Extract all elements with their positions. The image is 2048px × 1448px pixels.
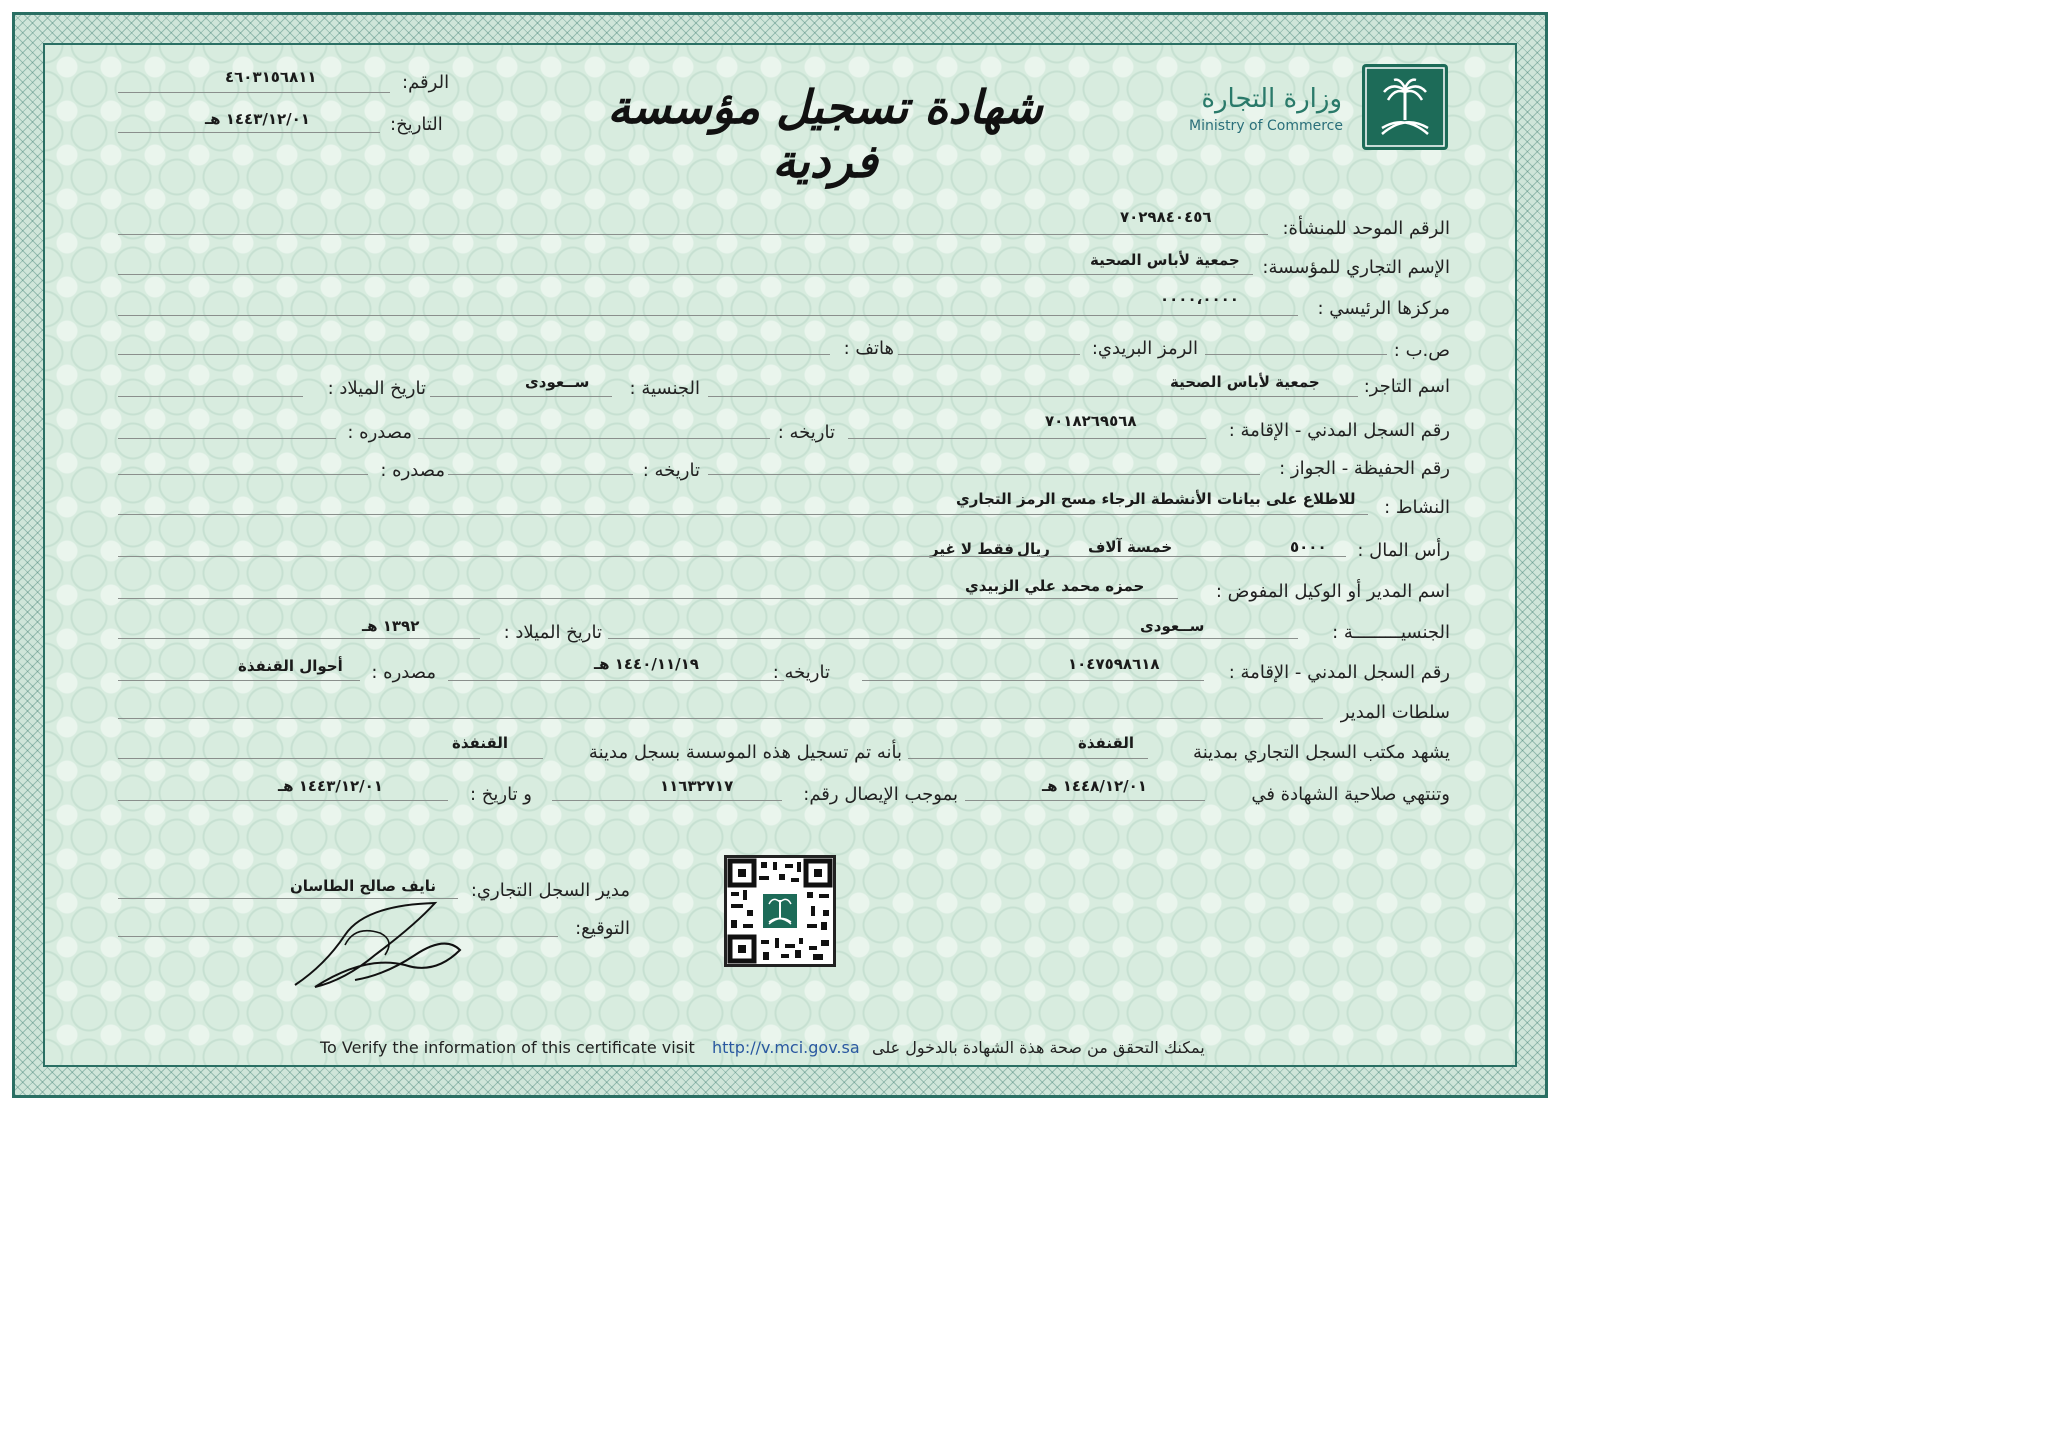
trade-name-label: الإسم التجاري للمؤسسة:	[1262, 257, 1450, 278]
registrar-label: مدير السجل التجاري:	[470, 880, 630, 901]
certify-city: القنفذة	[1078, 734, 1135, 752]
footer-verify-link[interactable]: http://v.mci.gov.sa	[712, 1038, 860, 1057]
receipt-value: ١١٦٣٢٧١٧	[660, 777, 734, 795]
manager-name-value: حمزه محمد علي الزبيدي	[965, 577, 1145, 595]
capital-value: ٥٠٠٠	[1290, 538, 1327, 556]
merchant-name-label: اسم التاجر:	[1363, 376, 1450, 397]
manager-id-source-value: أحوال القنفذة	[238, 657, 343, 675]
po-box-label: ص.ب :	[1393, 340, 1450, 361]
handwritten-signature-icon	[285, 895, 475, 995]
manager-id-date-label: تاريخه :	[772, 662, 830, 683]
manager-id-date-value: ١٤٤٠/١١/١٩ هـ	[594, 655, 699, 673]
manager-civil-id-value: ١٠٤٧٥٩٨٦١٨	[1068, 655, 1160, 673]
passport-source-label: مصدره :	[380, 460, 445, 481]
manager-birth-label: تاريخ الميلاد :	[503, 622, 602, 643]
capital-currency: ريال	[1017, 540, 1050, 558]
capital-words: خمسة آلاف	[1088, 538, 1173, 556]
certificate-date-value: ١٤٤٣/١٢/٠١ هـ	[205, 110, 310, 128]
qr-code-icon	[724, 855, 836, 967]
postal-code-label: الرمز البريدي:	[1091, 338, 1198, 359]
trade-name-value: جمعية لأباس الصحية	[1090, 251, 1240, 269]
unified-number-label: الرقم الموحد للمنشأة:	[1282, 218, 1450, 239]
headquarters-value: ٠٠٠٠،٠٠٠٠	[1160, 290, 1239, 308]
manager-civil-id-label: رقم السجل المدني - الإقامة :	[1228, 662, 1450, 683]
certificate-title: شهادة تسجيل مؤسسة فردية	[607, 80, 1043, 188]
expiry-label: وتنتهي صلاحية الشهادة في	[1251, 784, 1450, 805]
expiry-value: ١٤٤٨/١٢/٠١ هـ	[1042, 777, 1147, 795]
merchant-nationality-label: الجنسية :	[629, 378, 700, 399]
civil-id-date-label: تاريخه :	[777, 422, 835, 443]
certificate-number-label: الرقم:	[402, 72, 450, 93]
footer-verify-arabic: يمكنك التحقق من صحة هذة الشهادة بالدخول على	[872, 1038, 1205, 1057]
civil-id-source-label: مصدره :	[347, 422, 412, 443]
manager-nationality-value: ســعودى	[1140, 617, 1205, 635]
certificate-date-label: التاريخ:	[390, 114, 443, 135]
manager-nationality-label: الجنسيـــــــــة :	[1332, 622, 1450, 643]
registrar-value: نايف صالح الطاسان	[290, 877, 436, 895]
certificate-number-value: ٤٦٠٣١٥٦٨١١	[225, 68, 317, 86]
ministry-name-english: Ministry of Commerce	[1189, 118, 1343, 134]
civil-id-label: رقم السجل المدني - الإقامة :	[1228, 420, 1450, 441]
civil-id-value: ٧٠١٨٢٦٩٥٦٨	[1045, 412, 1137, 430]
certify-mid-text: بأنه تم تسجيل هذه الموسسة بسجل مدينة	[588, 742, 902, 763]
certify-city-2: القنفذة	[452, 734, 509, 752]
signature-label: التوقيع:	[575, 918, 630, 939]
ministry-name-arabic: وزارة التجارة	[1201, 84, 1342, 114]
manager-birth-value: ١٣٩٢ هـ	[362, 617, 420, 635]
certify-label: يشهد مكتب السجل التجاري بمدينة	[1193, 742, 1450, 763]
manager-powers-label: سلطات المدير	[1340, 702, 1450, 723]
activity-label: النشاط :	[1384, 497, 1450, 518]
passport-date-label: تاريخه :	[642, 460, 700, 481]
receipt-date-label: و تاريخ :	[469, 784, 532, 805]
palm-swords-emblem-icon	[1362, 64, 1448, 150]
merchant-name-value: جمعية لأباس الصحية	[1170, 373, 1320, 391]
merchant-birth-date-label: تاريخ الميلاد :	[327, 378, 426, 399]
capital-label: رأس المال :	[1357, 540, 1450, 561]
capital-only: فقط لا غير	[930, 540, 1014, 558]
receipt-label: بموجب الإيصال رقم:	[803, 784, 958, 805]
passport-label: رقم الحفيظة - الجواز :	[1279, 458, 1450, 479]
headquarters-label: مركزها الرئيسي :	[1317, 298, 1450, 319]
manager-name-label: اسم المدير أو الوكيل المفوض :	[1215, 581, 1450, 602]
phone-label: هاتف :	[843, 338, 894, 359]
unified-number-value: ٧٠٢٩٨٤٠٤٥٦	[1120, 208, 1212, 226]
manager-id-source-label: مصدره :	[371, 662, 436, 683]
activity-value: للاطلاع على بيانات الأنشطة الرجاء مسح الرمز التجاري	[956, 490, 1356, 508]
receipt-date-value: ١٤٤٣/١٢/٠١ هـ	[278, 777, 383, 795]
footer-verify-english: To Verify the information of this certificate visit	[320, 1038, 695, 1057]
merchant-nationality-value: ســعودى	[525, 373, 590, 391]
